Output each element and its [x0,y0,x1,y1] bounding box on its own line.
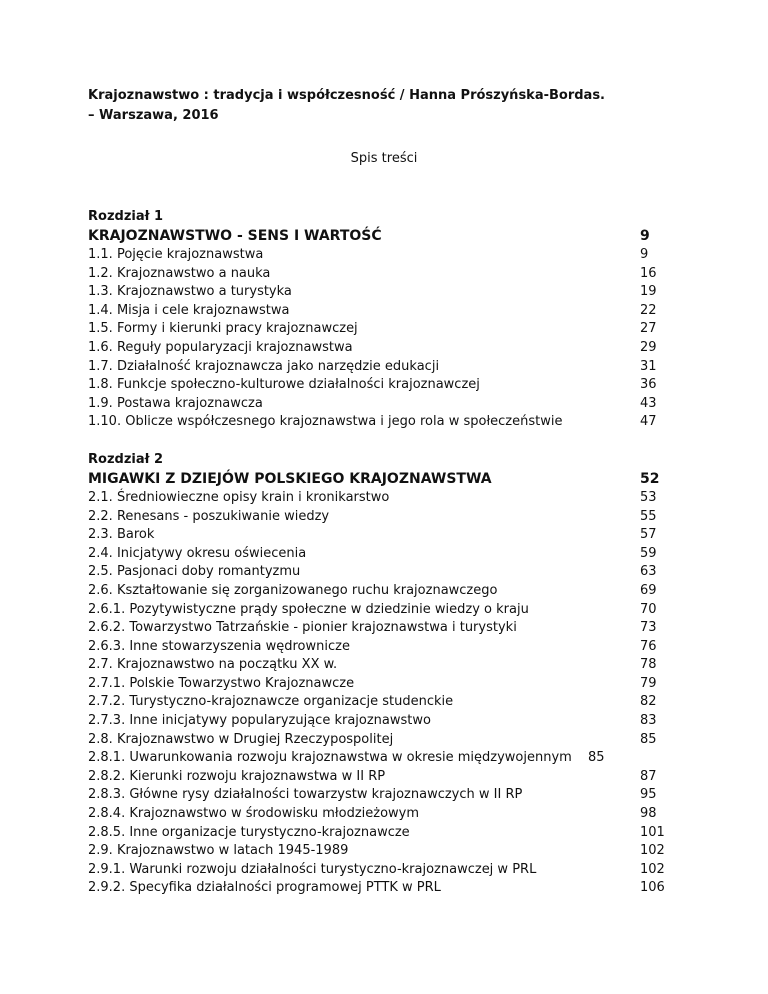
toc-entry [88,601,680,620]
toc-entry-page-number: 43 [640,395,657,411]
toc-entry [88,489,680,508]
toc-entry-page-number: 106 [640,880,665,896]
toc-entry-title: 1.3. Krajoznawstwo a turystyka [88,284,292,300]
toc-entry-page-number: 22 [640,302,657,318]
toc-entry-title: 1.6. Reguły popularyzacji krajoznawstwa [88,339,353,355]
toc-entry-page-number: 70 [640,601,657,617]
toc-entry-title: 2.7.1. Polskie Towarzystwo Krajoznawcze [88,675,355,691]
toc-entry-title: 1.8. Funkcje społeczno-kulturowe działalności krajoznawczej [88,377,480,393]
toc-entry [88,879,680,898]
toc-entry-title: 1.10. Oblicze współczesnego krajoznawstwa i jego rola w społeczeństwie [88,414,563,430]
toc-entry-page-number: 79 [640,675,657,691]
toc-entry [88,638,680,657]
toc-entry-page-number: 85 [640,731,657,747]
toc-entry [88,861,680,880]
toc-entry-page-number: 47 [640,414,657,430]
header-line-1: Krajoznawstwo : tradycja i współczesność / Hanna Prószyńska-Bordas. [88,88,605,103]
chapter-heading [88,226,680,246]
header-line-2: – Warszawa, 2016 [88,108,219,123]
chapter-page-number: 9 [640,228,650,244]
toc-entry [88,508,680,527]
toc-entry [88,358,680,377]
toc-entry-title: 1.5. Formy i kierunki pracy krajoznawczej [88,321,358,337]
toc-entry-title: 2.6.1. Pozytywistyczne prądy społeczne w dziedzinie wiedzy o kraju [88,601,529,617]
toc-entry-title: 2.8.2. Kierunki rozwoju krajoznawstwa w II RP [88,768,386,784]
toc-entry-page-number: 19 [640,284,657,300]
toc-entry-title: 2.8.5. Inne organizacje turystyczno-krajoznawcze [88,824,410,840]
toc-entry-page-number: 101 [640,824,665,840]
toc-entry-title: 1.9. Postawa krajoznawcza [88,395,263,411]
toc-entry [88,842,680,861]
toc-entry-title: 2.9.1. Warunki rozwoju działalności turystyczno-krajoznawczej w PRL [88,861,537,877]
toc-entry [88,320,680,339]
contents-title: Spis treści [350,151,418,166]
toc-entry-page-number: 102 [640,861,665,877]
toc-entry [88,805,680,824]
chapter-title: MIGAWKI Z DZIEJÓW POLSKIEGO KRAJOZNAWSTWA [88,470,492,487]
toc-entry-title: 2.2. Renesans - poszukiwanie wiedzy [88,508,330,524]
toc-entry-page-number: 82 [640,694,657,710]
toc-entry [88,824,680,843]
toc-entry-page-number: 59 [640,545,657,561]
chapter-label: Rozdział 1 [88,209,164,224]
toc-entry [88,693,680,712]
toc-entry-title: 2.4. Inicjatywy okresu oświecenia [88,545,307,561]
toc-entry [88,413,680,432]
toc-entry-page-number: 95 [640,787,657,803]
toc-entry [88,302,680,321]
toc-entry [88,265,680,284]
toc-entry-title: 1.4. Misja i cele krajoznawstwa [88,302,290,318]
toc-entry-page-number: 31 [640,358,657,374]
toc-entry [88,246,680,265]
toc-entry [88,675,680,694]
toc-entry [88,712,680,731]
toc-entry [88,619,680,638]
toc-entry-title: 2.1. Średniowieczne opisy krain i kronikarstwo [88,489,390,505]
toc-entry-page-number: 16 [640,265,657,281]
toc-entry [88,339,680,358]
toc-entry [88,582,680,601]
toc-entry-title: 1.1. Pojęcie krajoznawstwa [88,247,264,262]
toc-entry-title: 2.5. Pasjonaci doby romantyzmu [88,564,301,580]
toc-entry-page-number: 63 [640,564,657,580]
toc-entry-page-number: 57 [640,527,657,543]
toc-entry-title: 2.7.3. Inne inicjatywy popularyzujące krajoznawstwo [88,713,431,729]
toc-entry-title: 2.6.3. Inne stowarzyszenia wędrownicze [88,638,350,654]
toc-entry-title: 2.8.4. Krajoznawstwo w środowisku młodzieżowym [88,806,420,822]
toc-entry-title: 2.8.3. Główne rysy działalności towarzystw krajoznawczych w II RP [88,787,523,803]
toc-entry-title: 2.8. Krajoznawstwo w Drugiej Rzeczypospolitej [88,731,394,747]
chapter-title: KRAJOZNAWSTWO - SENS I WARTOŚĆ [88,228,382,244]
toc-entry [88,786,680,805]
toc-entry-title: 2.6. Kształtowanie się zorganizowanego ruchu krajoznawczego [88,582,498,598]
toc-entry-page-number: 73 [640,620,657,636]
toc-entry [88,526,680,545]
toc-entry-page-number: 36 [640,377,657,393]
toc-entry [88,283,680,302]
table-of-contents [88,207,680,898]
bibliographic-header [88,86,688,126]
toc-entry [88,749,680,768]
toc-entry-page-number: 9 [640,247,649,262]
toc-entry-title: 2.9. Krajoznawstwo w latach 1945-1989 [88,843,349,859]
toc-entry-page-number: 102 [640,843,665,859]
toc-entry [88,563,680,582]
toc-entry-page-number: 27 [640,321,657,337]
toc-entry-page-number: 53 [640,489,657,505]
toc-entry-title: 2.8.1. Uwarunkowania rozwoju krajoznawstwa w okresie międzywojennym [88,750,572,766]
toc-entry [88,376,680,395]
toc-entry-page-number: 85 [588,750,605,766]
toc-entry-page-number: 55 [640,508,657,524]
toc-entry-title: 2.3. Barok [88,527,155,543]
toc-entry-title: 2.7. Krajoznawstwo na początku XX w. [88,657,338,673]
toc-entry-page-number: 98 [640,806,657,822]
toc-entry [88,768,680,787]
toc-entry-title: 1.2. Krajoznawstwo a nauka [88,265,271,281]
toc-entry-page-number: 87 [640,768,657,784]
toc-entry-page-number: 76 [640,638,657,654]
toc-entry [88,395,680,414]
toc-entry-page-number: 69 [640,582,657,598]
toc-entry [88,656,680,675]
toc-entry-page-number: 83 [640,713,657,729]
chapter-heading [88,469,680,489]
toc-entry-page-number: 29 [640,339,657,355]
toc-entry [88,731,680,750]
toc-entry-title: 2.7.2. Turystyczno-krajoznawcze organizacje studenckie [88,694,454,710]
toc-entry-title: 2.6.2. Towarzystwo Tatrzańskie - pionier krajoznawstwa i turystyki [88,620,517,636]
toc-entry-page-number: 78 [640,657,657,673]
toc-entry-title: 1.7. Działalność krajoznawcza jako narzędzie edukacji [88,358,440,374]
chapter-label: Rozdział 2 [88,451,164,467]
toc-entry-title: 2.9.2. Specyfika działalności programowej PTTK w PRL [88,880,441,896]
chapter-gap [88,432,680,450]
toc-entry [88,545,680,564]
chapter-page-number: 52 [640,470,660,487]
